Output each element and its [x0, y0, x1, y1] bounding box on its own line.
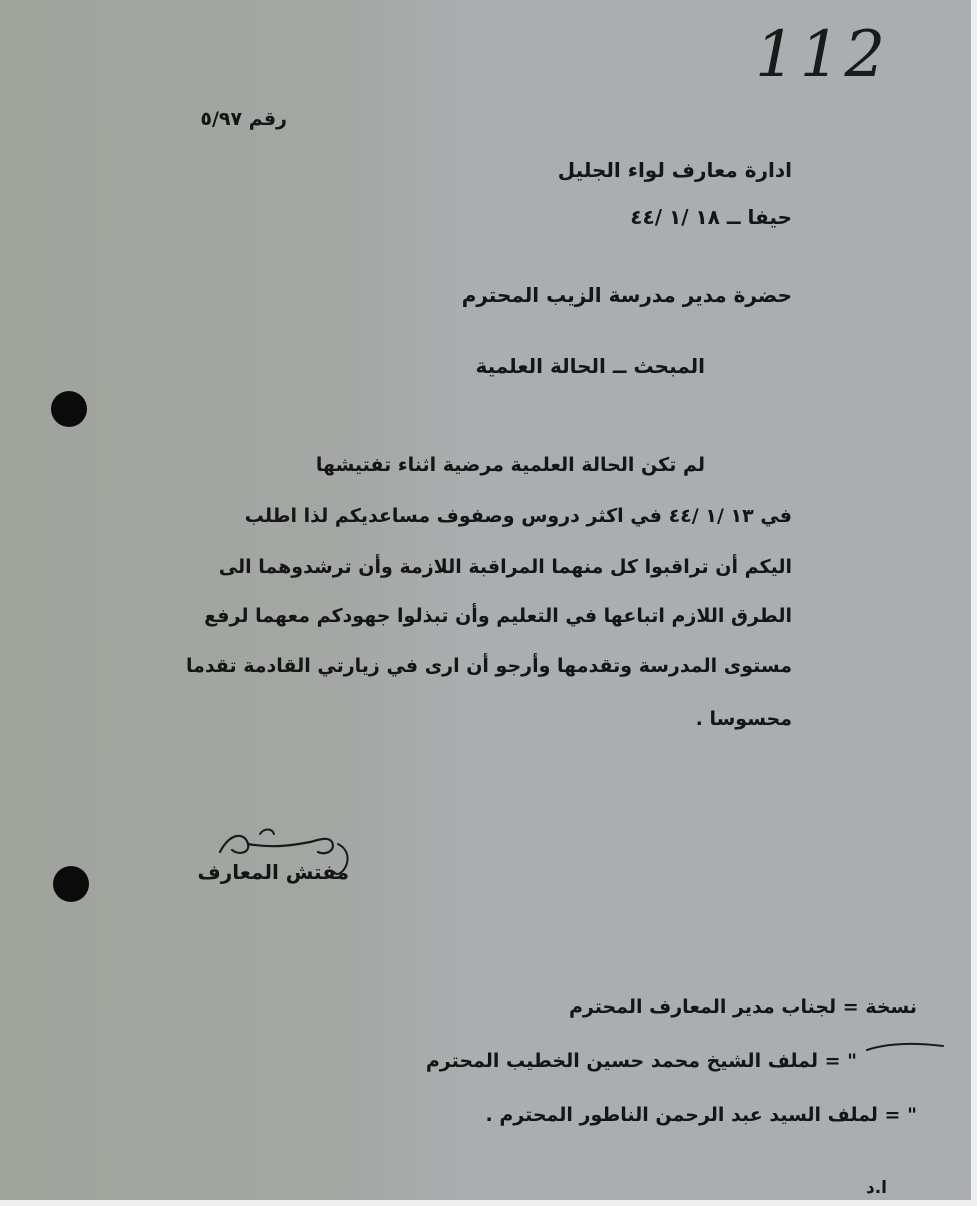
- copy-line-2: " = لملف الشيخ محمد حسين الخطيب المحترم: [425, 1050, 857, 1072]
- copy-line-1: نسخة = لجناب مدير المعارف المحترم: [568, 996, 917, 1018]
- sender-office: ادارة معارف لواء الجليل: [557, 158, 792, 182]
- folio-number: 112: [755, 18, 890, 92]
- footer-initials: ا.د: [865, 1178, 887, 1198]
- punch-hole-bottom: [53, 866, 89, 902]
- addressee: حضرة مدير مدرسة الزيب المحترم: [461, 283, 792, 307]
- body-line-1: لم تكن الحالة العلمية مرضية اثناء تفتيشها: [315, 454, 705, 476]
- body-line-3: اليكم أن تراقبوا كل منهما المراقبة اللازمة وأن ترشدوهما الى: [218, 556, 792, 578]
- body-line-6: محسوسا .: [695, 708, 792, 730]
- body-line-2: في ١٣ /١ /٤٤ في اكثر دروس وصفوف مساعديكم لذا اطلب: [244, 505, 792, 527]
- sender-place-date: حيفا ــ ١٨ /١ /٤٤: [630, 205, 792, 229]
- reference-number: رقم ٥/٩٧: [200, 108, 287, 130]
- signature-title: مفتش المعارف: [197, 860, 349, 884]
- body-line-5: مستوى المدرسة وتقدمها وأرجو أن ارى في زيارتي القادمة تقدما: [185, 655, 792, 677]
- punch-hole-top: [51, 391, 87, 427]
- subject-line: المبحث ــ الحالة العلمية: [475, 354, 705, 378]
- copy-line-3: " = لملف السيد عبد الرحمن الناطور المحترم .: [485, 1104, 917, 1126]
- handwritten-underline: [865, 1040, 945, 1054]
- scan-edge-right: [971, 0, 977, 1206]
- body-line-4: الطرق اللازم اتباعها في التعليم وأن تبذلوا جهودكم معهما لرفع: [204, 605, 792, 627]
- scan-edge-bottom: [0, 1200, 977, 1206]
